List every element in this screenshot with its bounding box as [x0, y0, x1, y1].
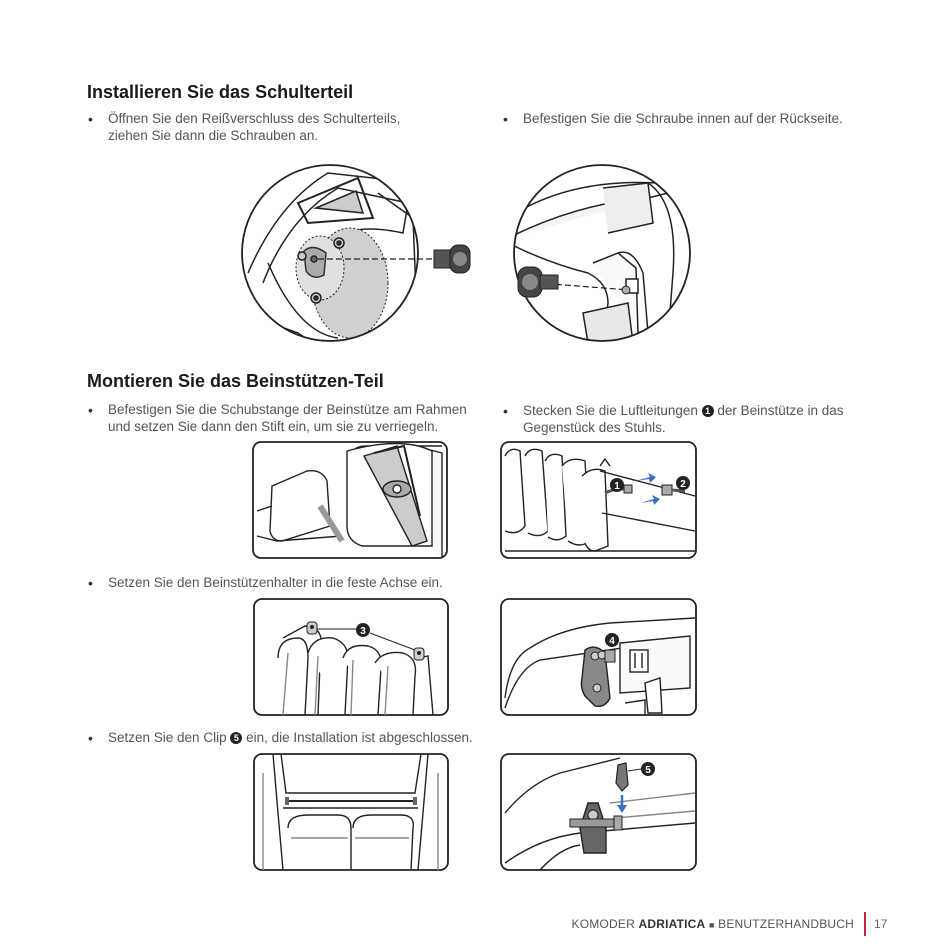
footer-brand: KOMODER [571, 917, 635, 931]
footer-manual: BENUTZERHANDBUCH [718, 917, 854, 931]
bullet-text: Öffnen Sie den Reißverschluss des Schulterteils, ziehen Sie dann die Schrauben an. [108, 111, 401, 143]
list-item [503, 403, 878, 436]
bullet-text: Befestigen Sie die Schubstange der Beinstütze am Rahmen und setzen Sie dann den Stift ein, um sie zu verriegeln. [108, 402, 467, 434]
bullet-text-pre: Setzen Sie den Clip [108, 730, 227, 745]
callout-4: 4 [609, 636, 615, 647]
bullet-text-pre: Stecken Sie die Luftleitungen [523, 403, 698, 418]
footer-product: ADRIATICA [638, 917, 706, 931]
push-rod-illustration [252, 441, 448, 559]
page-number: 17 [874, 917, 888, 931]
callout-3: 3 [360, 626, 366, 637]
callout-1: 1 [614, 481, 620, 492]
bullet-text-post: der Beinstütze in das Gegenstück des Stuhls. [523, 403, 844, 435]
chair-front-illustration [253, 753, 449, 871]
bullet-text: Setzen Sie den Beinstützenhalter in die feste Achse ein. [108, 575, 443, 590]
step-badge: 1 [702, 405, 714, 417]
bullet-dot: • [88, 111, 93, 127]
list-item [88, 402, 468, 435]
footer-divider [864, 912, 866, 936]
bullet-dot: • [503, 403, 508, 419]
bullet-dot: • [503, 111, 508, 127]
footer-separator: ■ [708, 920, 715, 930]
bullet-dot: • [88, 575, 93, 591]
list-item [88, 730, 508, 747]
list-item [503, 111, 883, 128]
list-item [88, 111, 438, 144]
section-title-legrest: Montieren Sie das Beinstützen-Teil [87, 371, 384, 391]
air-hose-illustration [500, 441, 697, 559]
bullet-text-post: ein, die Installation ist abgeschlossen. [246, 730, 473, 745]
section-title-shoulder: Installieren Sie das Schulterteil [87, 82, 354, 102]
clip-illustration [500, 753, 697, 871]
legrest-holder-illustration [253, 598, 449, 716]
list-item [88, 575, 508, 592]
footer-title [572, 917, 854, 931]
shoulder-screw-illustration [238, 163, 478, 345]
step-badge: 5 [230, 732, 242, 744]
callout-5: 5 [645, 765, 651, 776]
rear-screw-illustration [508, 163, 698, 345]
callout-2: 2 [680, 479, 686, 490]
fixed-axle-illustration [500, 598, 697, 716]
bullet-dot: • [88, 730, 93, 746]
bullet-dot: • [88, 402, 93, 418]
bullet-text: Befestigen Sie die Schraube innen auf der Rückseite. [523, 111, 843, 126]
